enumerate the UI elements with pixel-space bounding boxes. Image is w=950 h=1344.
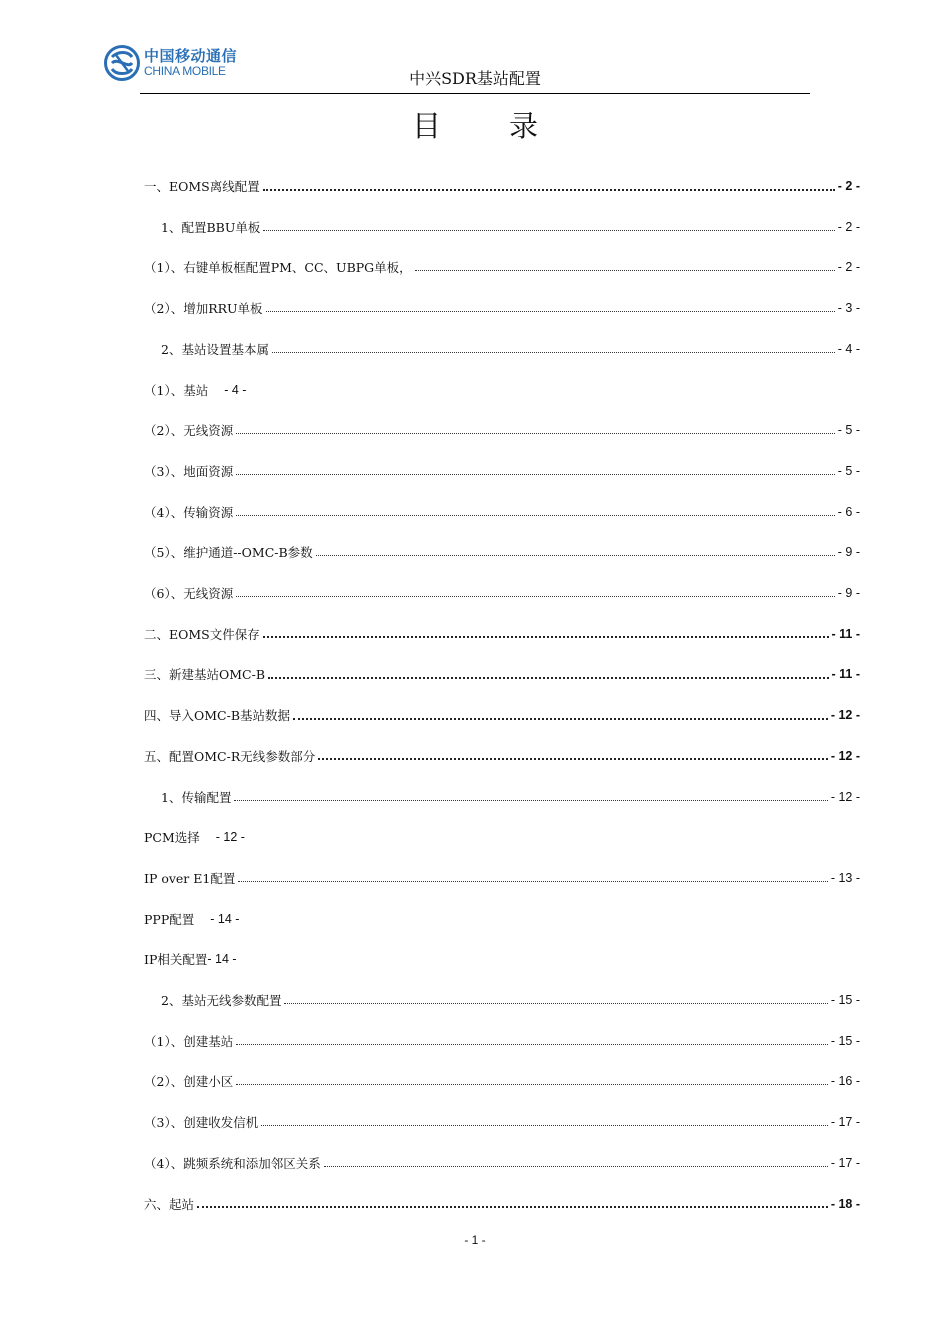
toc-entry-title: 四、导入OMC-B基站数据 <box>144 708 291 724</box>
toc-entry-title: 六、起站 <box>144 1196 195 1212</box>
toc-entry[interactable] <box>144 909 860 929</box>
toc-leader-dots <box>284 1003 827 1004</box>
toc-entry-title: （1）、基站 <box>144 382 209 398</box>
toc-entry-page: - 2 - <box>837 179 860 193</box>
toc-leader-dots <box>236 1044 828 1045</box>
toc-entry-page: - 17 - <box>830 1115 860 1130</box>
toc-entry[interactable] <box>144 827 860 847</box>
toc-leader-dots <box>236 596 835 597</box>
toc-leader-dots <box>263 230 834 231</box>
toc-entry-page: - 15 - <box>830 993 860 1007</box>
toc-leader-dots <box>236 474 835 475</box>
logo-english-text: CHINA MOBILE <box>144 63 226 78</box>
toc-entry-title: 三、新建基站OMC-B <box>144 667 266 683</box>
toc-entry[interactable] <box>144 1031 860 1051</box>
toc-entry-page: - 9 - <box>837 545 860 560</box>
toc-entry[interactable] <box>144 380 860 400</box>
toc-entry-title: 1、传输配置 <box>161 789 232 805</box>
toc-entry-title: 五、配置OMC-R无线参数部分 <box>144 748 316 764</box>
toc-entry[interactable] <box>144 461 860 481</box>
toc-entry-page: - 15 - <box>830 1033 860 1048</box>
toc-leader-dots <box>268 677 828 679</box>
toc-entry[interactable] <box>144 502 860 522</box>
toc-entry-title: 2、基站设置基本属 <box>161 341 269 357</box>
toc-entry[interactable] <box>144 339 860 359</box>
toc-entry[interactable] <box>144 1194 860 1214</box>
toc-heading: 目录 <box>411 109 606 143</box>
toc-entry[interactable] <box>144 949 860 969</box>
toc-entry[interactable] <box>144 1071 860 1091</box>
toc-entry-page: - 9 - <box>837 586 860 600</box>
toc-entry[interactable] <box>144 298 860 318</box>
toc-leader-dots <box>263 636 829 638</box>
toc-entry[interactable] <box>144 420 860 440</box>
toc-entry-page: - 11 - <box>831 667 860 682</box>
toc-entry-page: - 14 - <box>210 911 240 926</box>
toc-leader-dots <box>263 189 835 191</box>
toc-leader-dots <box>318 758 828 760</box>
toc-entry-page: - 17 - <box>830 1155 860 1170</box>
logo-chinese-text: 中国移动通信 <box>144 46 238 65</box>
toc-entry-page: - 16 - <box>830 1074 860 1089</box>
toc-entry-page: - 4 - <box>224 382 247 397</box>
toc-entry-title: （4）、跳频系统和添加邻区关系 <box>144 1155 321 1171</box>
china-mobile-logo-icon <box>104 43 140 83</box>
toc-leader-dots <box>324 1166 828 1167</box>
toc-leader-dots <box>236 433 835 434</box>
toc-entry-page: - 12 - <box>830 789 860 804</box>
toc-entry-title: 1、配置BBU单板 <box>161 219 261 235</box>
toc-leader-dots <box>293 718 828 720</box>
toc-entry-page: - 4 - <box>837 341 860 356</box>
toc-entry[interactable] <box>144 217 860 237</box>
toc-entry-page: - 6 - <box>837 504 860 519</box>
toc-entry-title: IP相关配置 <box>144 952 208 968</box>
toc-entry-title: （6）、无线资源 <box>144 586 234 601</box>
toc-entry[interactable] <box>144 990 860 1010</box>
toc-entry[interactable] <box>144 664 860 684</box>
toc-entry-title: （2）、无线资源 <box>144 423 234 439</box>
toc-leader-dots <box>234 800 827 801</box>
toc-leader-dots <box>261 1125 828 1126</box>
toc-entry[interactable] <box>144 583 860 603</box>
toc-entry-title: 2、基站无线参数配置 <box>161 993 282 1008</box>
toc-entry[interactable] <box>144 1153 860 1173</box>
toc-entry-title: （3）、创建收发信机 <box>144 1115 259 1131</box>
toc-entry[interactable] <box>144 746 860 766</box>
toc-entry[interactable] <box>144 705 860 725</box>
toc-entry-title: （5）、维护通道--OMC-B参数 <box>144 545 313 561</box>
toc-entry-page: - 2 - <box>837 260 860 275</box>
toc-leader-dots <box>316 555 835 556</box>
toc-leader-dots <box>238 881 827 882</box>
toc-leader-dots <box>266 311 835 312</box>
toc-entry[interactable] <box>144 176 860 196</box>
toc-entry-page: - 13 - <box>830 870 860 885</box>
toc-entry[interactable] <box>144 868 860 888</box>
toc-entry-title: （1）、右键单板框配置PM、CC、UBPG单板， <box>144 260 412 276</box>
document-header-title: 中兴SDR基站配置 <box>409 69 541 88</box>
toc-entry-title: 一、EOMS离线配置 <box>144 179 260 194</box>
toc-entry-page: - 14 - <box>207 952 237 967</box>
toc-entry-page: - 2 - <box>837 219 860 234</box>
toc-entry[interactable] <box>144 787 860 807</box>
toc-entry-page: - 12 - <box>830 748 860 763</box>
toc-entry-page: - 11 - <box>831 626 860 641</box>
toc-entry[interactable] <box>144 624 860 644</box>
toc-entry[interactable] <box>144 1112 860 1132</box>
toc-leader-dots <box>272 352 835 353</box>
toc-entry-title: （2）、增加RRU单板 <box>144 301 263 317</box>
toc-entry-title: （3）、地面资源 <box>144 463 234 479</box>
toc-entry-page: - 18 - <box>830 1196 860 1211</box>
toc-entry[interactable] <box>144 542 860 562</box>
toc-entry-title: （2）、创建小区 <box>144 1074 234 1090</box>
toc-leader-dots <box>197 1206 828 1208</box>
toc-entry-title: （1）、创建基站 <box>144 1033 234 1049</box>
toc-entry-page: - 12 - <box>215 830 245 845</box>
toc-entry[interactable] <box>144 257 860 277</box>
header-divider <box>140 93 810 94</box>
toc-entry-title: （4）、传输资源 <box>144 504 234 520</box>
toc-entry-title: PCM选择 <box>144 830 200 846</box>
toc-entry-page: - 5 - <box>837 463 860 478</box>
toc-entry-title: IP over E1配置 <box>144 870 236 886</box>
toc-entry-page: - 5 - <box>837 423 860 438</box>
toc-entry-page: - 3 - <box>837 301 860 316</box>
toc-leader-dots <box>236 1084 828 1085</box>
toc-entry-page: - 12 - <box>830 708 860 723</box>
toc-entry-title: 二、EOMS文件保存 <box>144 626 260 642</box>
toc-leader-dots <box>415 270 835 271</box>
toc-entry-title: PPP配置 <box>144 911 195 927</box>
page-number: - 1 - <box>464 1233 486 1247</box>
toc-leader-dots <box>236 515 835 516</box>
